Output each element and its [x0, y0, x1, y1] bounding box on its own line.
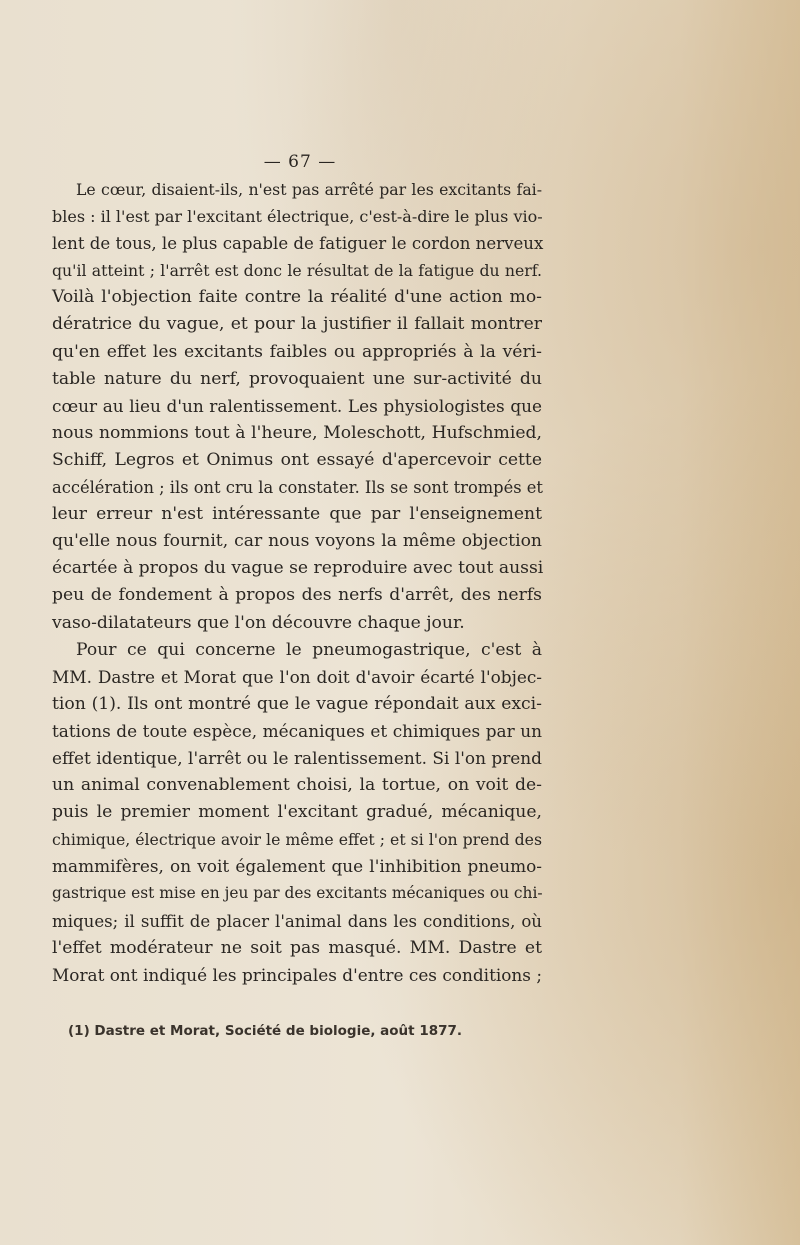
- text-line: Voilà l'objection faite contre la réalité d'une action mo-: [52, 287, 542, 308]
- text-line: lent de tous, le plus capable de fatiguer le cordon nerveux: [52, 234, 544, 254]
- text-line: gastrique est mise en jeu par des excitants mécaniques ou chi-: [52, 884, 543, 903]
- footnote: (1) Dastre et Morat, Société de biologie, août 1877.: [68, 1023, 463, 1039]
- text-line: tion (1). Ils ont montré que le vague répondait aux exci-: [52, 693, 542, 714]
- text-line: Le cœur, disaient-ils, n'est pas arrêté par les excitants fai-: [76, 180, 542, 199]
- text-line: cœur au lieu d'un ralentissement. Les physiologistes que: [52, 395, 542, 416]
- text-line: miques; il suffit de placer l'animal dans les conditions, où: [52, 911, 542, 931]
- body-text: [52, 176, 542, 989]
- text-line: peu de fondement à propos des nerfs d'arrêt, des nerfs: [52, 585, 542, 606]
- text-line: l'effet modérateur ne soit pas masqué. MM. Dastre et: [52, 937, 542, 958]
- text-line: qu'il atteint ; l'arrêt est donc le résultat de la fatigue du nerf.: [52, 261, 542, 281]
- text-line: chimique, électrique avoir le même effet ; et si l'on prend des: [52, 830, 542, 850]
- text-line: qu'elle nous fournit, car nous voyons la même objection: [52, 531, 542, 552]
- text-line: mammifères, on voit également que l'inhibition pneumo-: [52, 856, 542, 877]
- text-line: accélération ; ils ont cru la constater. Ils se sont trompés et: [52, 478, 543, 498]
- text-line: un animal convenablement choisi, la tortue, on voit de-: [52, 775, 542, 796]
- text-line: table nature du nerf, provoquaient une sur-activité du: [52, 368, 542, 389]
- text-line: qu'en effet les excitants faibles ou appropriés à la véri-: [52, 341, 542, 362]
- text-line: dératrice du vague, et pour la justifier il fallait montrer: [52, 314, 542, 335]
- text-line: MM. Dastre et Morat que l'on doit d'avoir écarté l'objec-: [52, 666, 542, 687]
- text-line: vaso-dilatateurs que l'on découvre chaque jour.: [52, 612, 465, 633]
- text-line: Pour ce qui concerne le pneumogastrique, c'est à: [76, 639, 542, 660]
- text-line: effet identique, l'arrêt ou le ralentissement. Si l'on prend: [52, 747, 542, 768]
- page-number: — 67 —: [263, 152, 337, 172]
- text-line: Morat ont indiqué les principales d'entre ces conditions ;: [52, 964, 543, 985]
- text-line: bles : il l'est par l'excitant électrique, c'est-à-dire le plus vio-: [52, 207, 543, 227]
- text-line: leur erreur n'est intéressante que par l'enseignement: [52, 504, 542, 525]
- text-line: écartée à propos du vague se reproduire avec tout aussi: [52, 558, 544, 579]
- text-line: nous nommions tout à l'heure, Moleschott, Hufschmied,: [52, 422, 542, 443]
- text-line: puis le premier moment l'excitant gradué, mécanique,: [52, 802, 542, 823]
- text-line: tations de toute espèce, mécaniques et chimiques par un: [52, 720, 542, 741]
- text-line: Schiff, Legros et Onimus ont essayé d'apercevoir cette: [52, 449, 542, 470]
